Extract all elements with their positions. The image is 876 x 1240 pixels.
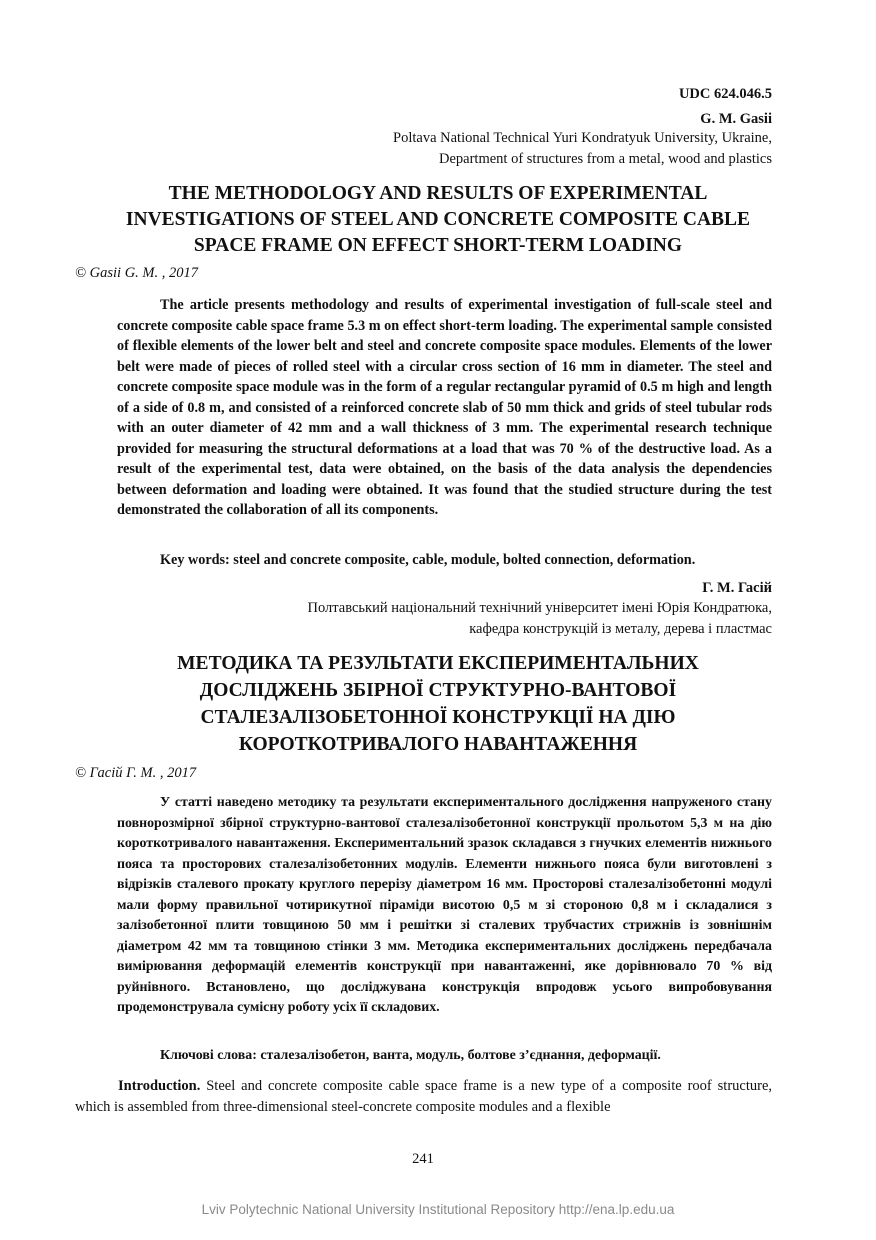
- author-name-en: G. M. Gasii: [700, 111, 772, 127]
- title-line: ДОСЛІДЖЕНЬ ЗБІРНОЇ СТРУКТУРНО-ВАНТОВОЇ: [199, 680, 677, 701]
- author-name-ua: Г. М. Гасій: [702, 580, 772, 596]
- page-number: 241: [412, 1151, 434, 1167]
- udc-code: UDC 624.046.5: [678, 86, 772, 102]
- affiliation-line: Полтавський національний технічний університет імені Юрія Кондратюка,: [307, 600, 772, 616]
- title-line: SPACE FRAME ON EFFECT SHORT-TERM LOADING: [193, 235, 683, 256]
- affiliation-line: кафедра конструкцій із металу, дерева і пластмас: [469, 621, 772, 637]
- affiliation-line: Poltava National Technical Yuri Kondratyuk University, Ukraine,: [393, 130, 772, 146]
- title-line: THE METHODOLOGY AND RESULTS OF EXPERIMENTAL: [168, 183, 708, 204]
- abstract-en: The article presents methodology and results of experimental investigation of full-scale steel and concrete composite cable space frame 5.3 m on effect short-term loading. The experimental sample consisted of flexible elements of the lower belt and steel and concrete composite space modules. Elements of the lower belt were made of pieces of rolled steel with a circular cross section of 16 mm in diameter. The steel and concrete composite space module was in the form of a regular rectangular pyramid of 0.5 m high and length of a side of 0.8 m, and consisted of a reinforced concrete slab of 50 mm thick and grids of steel tubular rods with an outer diameter of 42 mm and a wall thickness of 3 mm. The experimental research technique provided for measuring the structural deformations at a load that was 70 % of the destructive load. As a result of the experimental test, data were obtained, on the basis of the data analysis the dependencies between deformation and loading were obtained. It was found that the studied structure during the test demonstrated the collaboration of all its components.: [117, 297, 772, 518]
- affiliation-en: [393, 128, 772, 170]
- copyright-en: © Gasii G. M. , 2017: [75, 265, 198, 281]
- affiliation-ua: [308, 598, 773, 640]
- title-line: КОРОТКОТРИВАЛОГО НАВАНТАЖЕННЯ: [238, 734, 638, 755]
- abstract-ua: У статті наведено методику та результати експериментального дослідження напруженого стану повнорозмірної збірної структурно-вантової сталезалізобетонної конструкції прольотом 5,3 м на дію короткотривалого навантаження. Експериментальний зразок складався з гнучких елементів нижнього пояса та просторових сталезалізобетонних модулів. Елементи нижнього пояса були виготовлені з відрізків сталевого прокату круглого перерізу діаметром 16 мм. Просторові сталезалізобетонні модулі мали форму правильної чотирикутної піраміди висотою 0,5 м зі стороною 0,8 м і складалися з залізобетонної плити товщиною 50 мм і решітки зі сталевих трубчастих стрижнів із зовнішнім діаметром 42 мм та товщиною стінки 3 мм. Методика експериментальних досліджень передбачала вимірювання деформацій елементів конструкції при навантаженні, яке дорівнювало 70 % від руйнівного. Встановлено, що досліджувана конструкція впродовж усього випробовування продемонструвала сумісну роботу усіх її складових.: [117, 795, 772, 1015]
- keywords-ua: Ключові слова: сталезалізобетон, ванта, модуль, болтове з’єднання, деформації.: [160, 1048, 661, 1063]
- keywords-en: Key words: steel and concrete composite, cable, module, bolted connection, deformation.: [160, 552, 696, 568]
- introduction-paragraph: [75, 1076, 772, 1117]
- repository-footer: Lviv Polytechnic National University Institutional Repository http://ena.lp.edu.ua: [201, 1202, 675, 1217]
- title-line: INVESTIGATIONS OF STEEL AND CONCRETE COMPOSITE CABLE: [125, 209, 751, 230]
- article-title-ua: [75, 650, 801, 758]
- introduction-text: Steel and concrete composite cable space frame is a new type of a composite roof structure, which is assembled from three-dimensional steel-concrete composite modules and a flexible: [75, 1078, 772, 1115]
- copyright-ua: © Гасій Г. М. , 2017: [75, 765, 197, 781]
- title-line: СТАЛЕЗАЛІЗОБЕТОННОЇ КОНСТРУКЦІЇ НА ДІЮ: [200, 707, 676, 728]
- introduction-label: Introduction.: [118, 1078, 201, 1094]
- affiliation-line: Department of structures from a metal, wood and plastics: [439, 151, 772, 167]
- article-title-en: [75, 181, 801, 259]
- title-line: МЕТОДИКА ТА РЕЗУЛЬТАТИ ЕКСПЕРИМЕНТАЛЬНИХ: [177, 653, 699, 674]
